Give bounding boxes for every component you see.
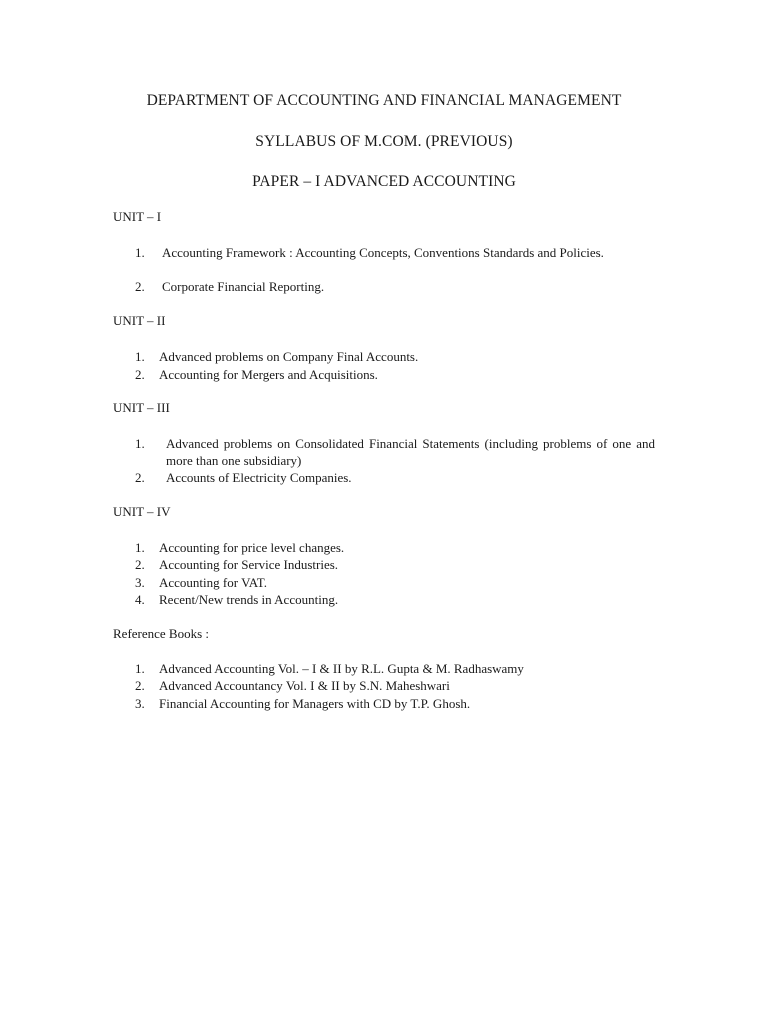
item-text: Accounting Framework : Accounting Concepts, Conventions Standards and Policies. xyxy=(162,245,604,260)
reference-book-3 xyxy=(135,695,655,712)
item-number: 2. xyxy=(135,470,145,485)
item-text: Accounts of Electricity Companies. xyxy=(166,470,352,485)
unit-4-title: UNIT – IV xyxy=(113,504,171,519)
item-number: 2. xyxy=(135,557,145,572)
item-text: Recent/New trends in Accounting. xyxy=(159,592,339,607)
item-text: Advanced problems on Company Final Accounts. xyxy=(159,349,419,364)
unit-1-item-2 xyxy=(135,278,655,295)
item-text: Advanced problems on Consolidated Financial Statements (including problems of one and more than one subsidiary) xyxy=(166,436,655,468)
item-text: Advanced Accountancy Vol. I & II by S.N. Maheshwari xyxy=(159,678,450,693)
item-number: 1. xyxy=(135,349,145,364)
unit-2-title: UNIT – II xyxy=(113,313,166,328)
item-number: 1. xyxy=(135,436,145,451)
item-number: 1. xyxy=(135,540,145,555)
item-number: 4. xyxy=(135,592,145,607)
item-text: Accounting for Mergers and Acquisitions. xyxy=(159,367,378,382)
unit-4-item-1 xyxy=(135,539,655,556)
item-number: 2. xyxy=(135,678,145,693)
unit-4-item-2 xyxy=(135,556,655,573)
reference-book-1 xyxy=(135,660,655,677)
item-text: Accounting for Service Industries. xyxy=(159,557,339,572)
unit-2-item-2 xyxy=(135,366,655,383)
paper-heading: PAPER – I ADVANCED ACCOUNTING xyxy=(252,173,516,190)
item-number: 1. xyxy=(135,245,145,260)
item-number: 2. xyxy=(135,279,145,294)
unit-4-item-3 xyxy=(135,574,655,591)
unit-3-item-1 xyxy=(135,435,655,469)
item-text: Corporate Financial Reporting. xyxy=(162,279,325,294)
unit-3-title: UNIT – III xyxy=(113,400,170,415)
item-text: Accounting for price level changes. xyxy=(159,540,345,555)
item-number: 3. xyxy=(135,575,145,590)
item-number: 1. xyxy=(135,661,145,676)
item-text: Financial Accounting for Managers with CD by T.P. Ghosh. xyxy=(159,696,471,711)
department-heading: DEPARTMENT OF ACCOUNTING AND FINANCIAL MANAGEMENT xyxy=(146,92,622,109)
item-text: Advanced Accounting Vol. – I & II by R.L. Gupta & M. Radhaswamy xyxy=(159,661,524,676)
unit-1-title: UNIT – I xyxy=(113,209,162,224)
reference-book-2 xyxy=(135,677,655,694)
unit-2-item-1 xyxy=(135,348,655,365)
syllabus-heading: SYLLABUS OF M.COM. (PREVIOUS) xyxy=(255,133,513,150)
reference-books-title: Reference Books : xyxy=(113,626,210,641)
unit-1-item-1 xyxy=(135,244,655,278)
item-text: Accounting for VAT. xyxy=(159,575,267,590)
item-number: 3. xyxy=(135,696,145,711)
unit-3-item-2 xyxy=(135,469,655,486)
unit-4-item-4 xyxy=(135,591,655,608)
item-number: 2. xyxy=(135,367,145,382)
